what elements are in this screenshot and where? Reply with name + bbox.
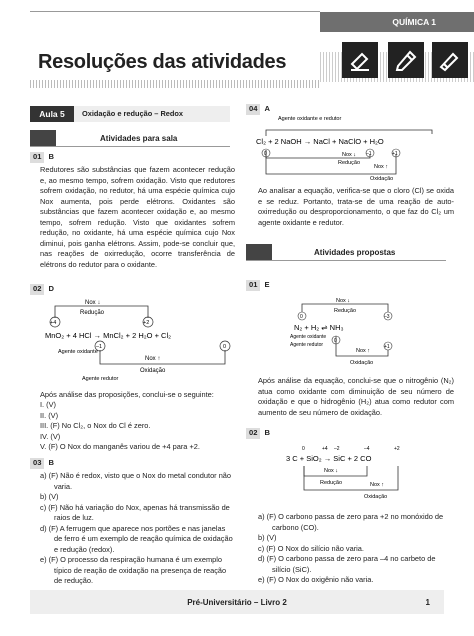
- p02-item: c) (F) O Nox do silício não varia.: [258, 543, 364, 553]
- q04-nox-up: Nox ↑: [374, 164, 389, 170]
- p02-number: 02: [246, 428, 260, 439]
- p01-nox-down: Nox ↓: [336, 298, 351, 304]
- q04-equation: Cl₂ + 2 NaOH → NaCl + NaClO + H₂O: [256, 137, 384, 146]
- q01-answer: B: [48, 152, 54, 161]
- q04-redox-diagram: [252, 114, 452, 182]
- q03-answer: B: [48, 458, 54, 467]
- p02-nox-0: 0: [302, 446, 305, 452]
- q04-answer: A: [264, 104, 270, 113]
- pencil-icon: [246, 244, 272, 260]
- p02-nox-down: Nox ↓: [324, 468, 339, 474]
- p02-answer: B: [264, 428, 270, 437]
- aula-topic: Oxidação e redução – Redox: [82, 109, 184, 118]
- p01-nox-up: Nox ↑: [356, 348, 371, 354]
- q02-nox-4: 0: [223, 344, 227, 350]
- p02-item: b) (V): [258, 533, 277, 543]
- p02-redox-diagram: [282, 444, 422, 502]
- q02-agente-redutor: Agente redutor: [82, 376, 119, 382]
- footer-book: Pré-Universitário – Livro 2: [187, 598, 287, 607]
- q02-nox-up: Nox ↑: [145, 356, 161, 362]
- p01-nox-m3: –3: [384, 314, 390, 320]
- p01-equation: N₂ + H₂ ⇌ NH₃: [294, 323, 344, 332]
- p02-items: [258, 512, 454, 586]
- header-rule: [30, 11, 320, 12]
- q02-item: IV. (V): [40, 431, 61, 441]
- q02-intro: Após análise das proposições, conclui-se o seguinte:: [40, 390, 214, 399]
- p01-number: 01: [246, 280, 260, 291]
- q02-agente-oxidante: Agente oxidante: [58, 349, 98, 355]
- q02-item: II. (V): [40, 410, 59, 420]
- p01-reducao: Redução: [334, 308, 357, 314]
- q02-oxidation-arrow: [100, 350, 225, 364]
- p01-oxidacao: Oxidação: [350, 360, 374, 366]
- p02-reducao: Redução: [320, 480, 343, 486]
- p02-nox-p4: +4: [322, 446, 328, 452]
- q04-nox-m1: –1: [366, 151, 372, 157]
- q01-text: Redutores são substâncias que fazem acontecer redução e, ao mesmo tempo, sofrem oxidação. Visto que redutores sofrem oxidação, no redutor, há uma espécie química cujo Nox aumenta, pois perde elétrons. Oxidantes são substâncias que fazem acontecer oxidação e, ao mesmo tempo, sofrem redução. Visto que oxidantes sofrem redução, no oxidante, há uma espécie química cujo Nox diminui, pois ganha elétrons. Assim, pode-se concluir que, nas reações de oxirredução, ocorre transferência de elétrons do redutor para o oxidante.: [40, 165, 235, 269]
- q02-item: I. (V): [40, 400, 57, 409]
- subject-label: QUÍMICA 1: [392, 17, 436, 27]
- q03-item: a) (F) Não é redox, visto que o Nox do metal condutor não varia.: [40, 471, 232, 491]
- q04-nox-p1: +1: [392, 151, 398, 157]
- q03-items: [40, 471, 235, 587]
- pencil-eraser-icon: [342, 42, 378, 78]
- q02-nox-3: –1: [96, 344, 103, 350]
- q02-redox-diagram: [40, 298, 240, 383]
- p02-nox-up: Nox ↑: [370, 482, 385, 488]
- section-propostas-label: Atividades propostas: [314, 248, 396, 257]
- q03-item: d) (F) A ferrugem que aparece nos portões e nas janelas de ferro é um exemplo de reação química de oxidação e redução (redox).: [40, 523, 233, 554]
- p01-nox-p1: +1: [384, 344, 390, 350]
- p02-nox-m4: –4: [364, 446, 370, 452]
- q03-item: b) (V): [40, 492, 59, 502]
- p02-item: a) (F) O carbono passa de zero para +2 no monóxido de carbono (CO).: [258, 512, 444, 532]
- page-number: 1: [425, 598, 430, 607]
- footer: [0, 590, 474, 616]
- section-sala-label: Atividades para sala: [100, 134, 178, 143]
- p01-nox-0b: 0: [334, 338, 337, 344]
- q04-agente: Agente oxidante e redutor: [278, 116, 342, 122]
- page-title: Resoluções das atividades: [38, 51, 287, 73]
- section-propostas: [246, 246, 446, 261]
- q02-items: [40, 400, 235, 453]
- p01-nox-0: 0: [300, 314, 303, 320]
- q01-header: [30, 152, 54, 163]
- q02-item: V. (F) O Nox do manganês variou de +4 para +2.: [40, 442, 200, 452]
- q02-reducao: Redução: [80, 310, 105, 316]
- q04-top-arrow: [266, 130, 432, 136]
- q02-nox-2: +2: [143, 320, 150, 326]
- p01-text: Após análise da equação, conclui-se que o nitrogênio (N₂) atua como oxidante com diminuição de seu número de oxidação e que o hidrogênio (H₂) atua como redutor com aumento de seu número de oxidação.: [258, 376, 454, 417]
- q04-oxidation-arrow: [266, 150, 396, 174]
- q02-answer: D: [48, 284, 54, 293]
- p02-equation: 3 C + SiO₂ → SiC + 2 CO: [286, 454, 372, 463]
- p02-nox-m2: –2: [334, 446, 340, 452]
- q02-header: [30, 284, 54, 295]
- p02-item: e) (F) O Nox do oxigênio não varia.: [258, 575, 374, 585]
- p02-item: d) (F) O carbono passa de zero para –4 no carbeto de silício (SiC).: [258, 554, 436, 574]
- q04-text: Ao analisar a equação, verifica-se que o cloro (Cl) se oxida e se reduz. Portanto, trata-se de uma reação de auto-oxirredução ou desproporcionamento, o que faz do Cl₂ um agente oxidante e redutor.: [258, 186, 454, 227]
- q03-item: e) (F) O processo da respiração humana é um exemplo típico de reação de oxidação na presença de reação de redução.: [40, 555, 227, 586]
- p02-nox-p2: +2: [394, 446, 400, 452]
- q02-item: III. (F) No Cl₂, o Nox do Cl é zero.: [40, 421, 151, 431]
- pencil-icon: [30, 130, 56, 146]
- q01-number: 01: [30, 152, 44, 163]
- pencil-line-icon: [432, 42, 468, 78]
- q04-number: 04: [246, 104, 260, 115]
- q04-reducao: Redução: [338, 160, 361, 166]
- header-bar: [0, 0, 474, 44]
- q04-nox-down: Nox ↓: [342, 152, 357, 158]
- q02-oxidacao: Oxidação: [140, 368, 166, 374]
- section-sala: [30, 132, 230, 147]
- p02-header: [246, 428, 270, 439]
- q04-nox-0: 0: [264, 151, 267, 157]
- aula-header: [30, 106, 230, 122]
- subject-band: [320, 12, 474, 32]
- q03-number: 03: [30, 458, 44, 469]
- aula-tag: Aula 5: [30, 106, 74, 122]
- title-rule: [30, 80, 320, 88]
- q02-nox-down: Nox ↓: [85, 300, 101, 306]
- p01-redox-diagram: [290, 296, 410, 366]
- p01-answer: E: [264, 280, 270, 289]
- q02-equation: MnO₂ + 4 HCl → MnCl₂ + 2 H₂O + Cl₂: [45, 331, 172, 340]
- q03-item: c) (F) Não há variação do Nox, apenas há transmissão de raios de luz.: [40, 502, 230, 523]
- p02-oxidacao: Oxidação: [364, 494, 388, 500]
- q02-number: 02: [30, 284, 44, 295]
- q02-nox-1: +4: [50, 320, 57, 326]
- p01-agente-oxidante: Agente oxidante: [290, 334, 327, 340]
- p01-agente-redutor: Agente redutor: [290, 342, 324, 348]
- q03-header: [30, 458, 54, 469]
- pencil-icon: [388, 42, 424, 78]
- q04-oxidacao: Oxidação: [370, 176, 394, 182]
- p01-header: [246, 280, 270, 291]
